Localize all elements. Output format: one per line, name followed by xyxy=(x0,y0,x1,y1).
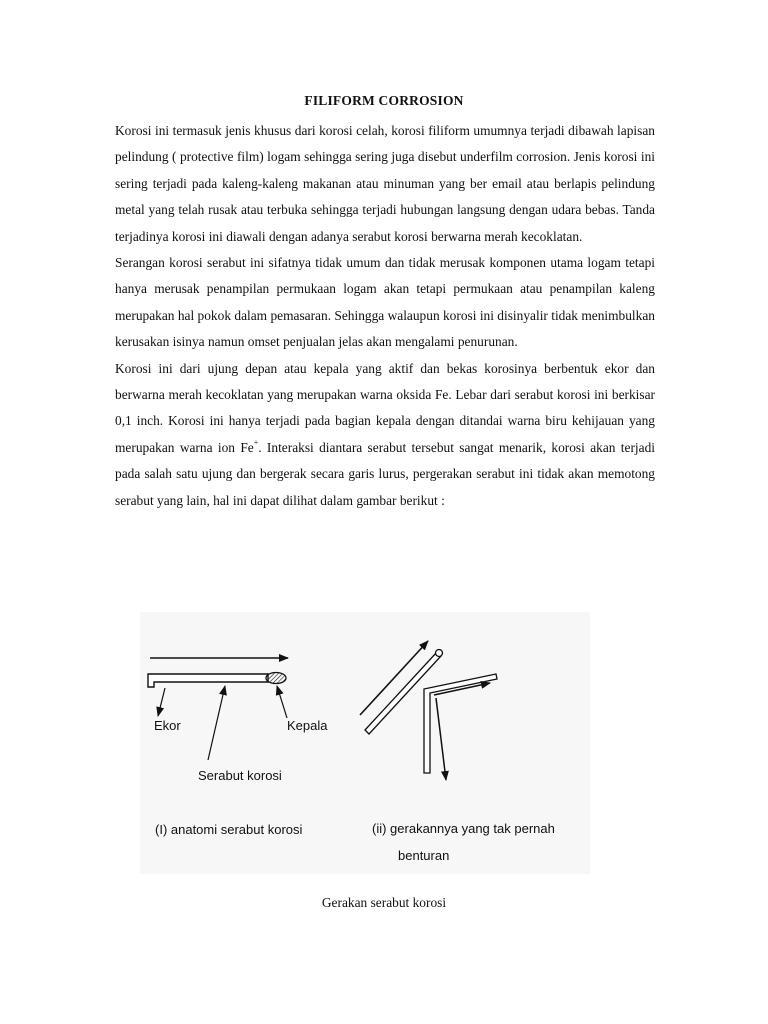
paragraph-attack: Serangan korosi serabut ini sifatnya tidak umum dan tidak merusak komponen utama logam tetapi hanya merusak penampilan permukaan logam akan tetapi permukaan atau penampilan kaleng merupakan hal pokok dalam pemasaran. Sehingga walaupun korosi ini disinyalir tidak menimbulkan kerusakan isinya namun omset penjualan jelas akan mengalami penurunan. xyxy=(115,255,655,350)
filament-diagonal-head xyxy=(436,650,443,657)
paragraph-mechanism-text-1: Korosi ini dari ujung depan atau kepala yang aktif dan bekas korosinya berbentuk ekor dan berwarna merah kecoklatan yang merupakan warna oksida Fe. Lebar dari serabut korosi ini berkisar 0,1 inch. Korosi ini hanya terjadi pada bagian kepala dengan ditandai warna biru kehijauan yang merupakan warna ion Fe xyxy=(115,360,655,455)
figure-caption: Gerakan serabut korosi xyxy=(321,895,447,910)
label-serabut-korosi: Serabut korosi xyxy=(198,768,282,783)
label-ekor: Ekor xyxy=(154,718,181,733)
movement-drawing xyxy=(360,641,555,863)
document-body xyxy=(115,118,655,514)
label-kepala: Kepala xyxy=(287,718,328,733)
document-title: FILIFORM CORROSION xyxy=(304,93,464,108)
caption-movement-line1: (ii) gerakannya yang tak pernah xyxy=(372,821,555,836)
anatomy-drawing xyxy=(148,658,328,837)
filiform-diagram-svg xyxy=(140,612,590,874)
paragraph-mechanism xyxy=(115,356,655,514)
caption-movement-line2: benturan xyxy=(398,848,450,863)
filament-body xyxy=(148,674,268,687)
caption-anatomy: (I) anatomi serabut korosi xyxy=(155,822,303,837)
pointer-serabut xyxy=(208,686,225,760)
movement-arrow-down xyxy=(436,698,446,780)
paragraph-intro: Korosi ini termasuk jenis khusus dari korosi celah, korosi filiform umumnya terjadi dibawah lapisan pelindung ( protective film) logam sehingga sering juga disebut underfilm corrosion. Jenis korosi ini sering terjadi pada kaleng-kaleng makanan atau minuman yang ber email atau berlapis pelindung metal yang telah rusak atau terbuka sehingga terjadi hubungan langsung dengan udara bebas. Tanda terjadinya korosi ini diawali dengan adanya serabut korosi berwarna merah kecoklatan. xyxy=(115,123,655,244)
paragraph-mechanism-text-2: . Interaksi diantara serabut tersebut sangat menarik, korosi akan terjadi pada salah satu ujung dan bergerak secara garis lurus, pergerakan serabut ini tidak akan memotong serabut yang lain, hal ini dapat dilihat dalam gambar berikut : xyxy=(115,439,656,508)
ion-charge-superscript: + xyxy=(253,438,259,448)
pointer-ekor xyxy=(158,688,165,716)
filament-head xyxy=(266,673,286,684)
filiform-diagram xyxy=(140,612,590,874)
pointer-kepala xyxy=(277,686,287,718)
